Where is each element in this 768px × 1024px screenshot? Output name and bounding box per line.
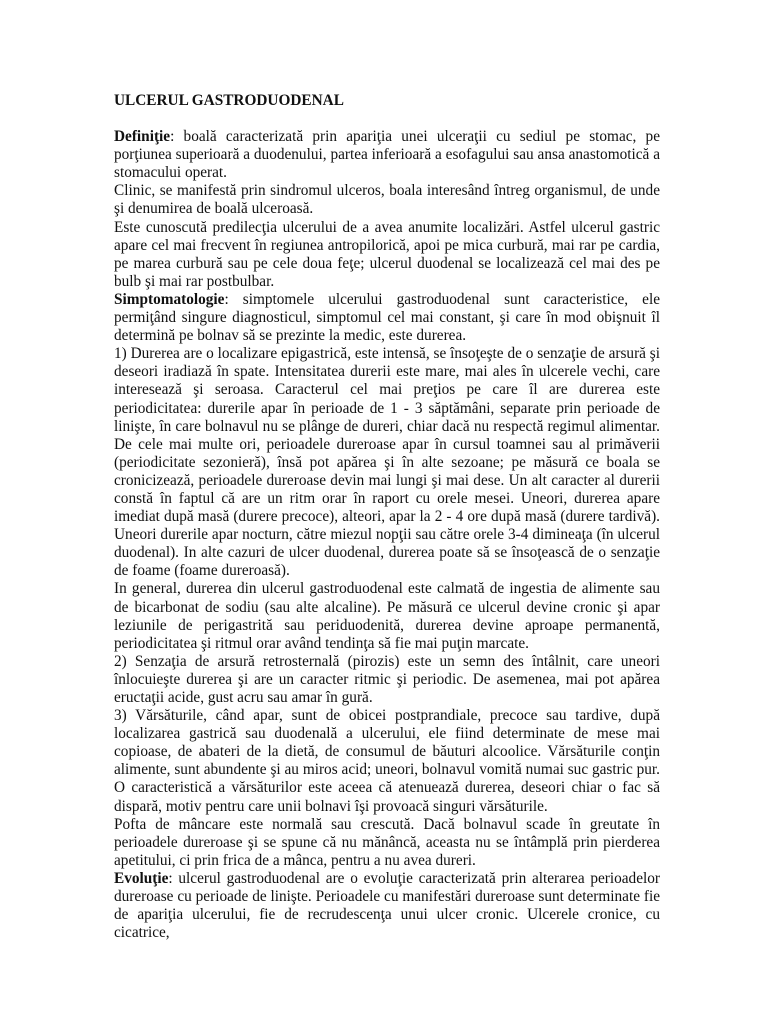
paragraph-pofta xyxy=(114,816,660,870)
paragraph-text: 1) Durerea are o localizare epigastrică, este intensă, se însoţeşte de o senzaţie de arsură şi deseori iradiază în spate. Intensitatea durerii este mare, mai ales în ulcerele vechi, care interesează şi seroasa. Caracterul cel mai preţios pe care îl are durerea este periodicitatea: durerile apar în perioade de 1 - 3 săptămâni, separate prin perioade de linişte, în care bolnavul nu se plânge de dureri, chiar dacă nu respectă regimul alimentar. De cele mai multe ori, perioadele dureroase apar în cursul toamnei sau al primăverii (periodicitate sezonieră), însă pot apărea şi în alte sezoane; pe măsură ce boala se cronicizează, perioadele dureroase devin mai lungi şi mai dese. Un alt caracter al durerii constă în faptul că are un ritm orar în raport cu orele mesei. Uneori, durerea apare imediat după masă (durere precoce), alteori, apar la 2 - 4 ore după masă (durere tardivă). Uneori durerile apar nocturn, către miezul nopţii sau către orele 3-4 dimineaţa (în ulcerul duodenal). In alte cazuri de ulcer duodenal, durerea poate să se însoţească de o senzaţie de foame (foame dureroasă). xyxy=(114,345,660,580)
paragraph-durerea xyxy=(114,345,660,580)
paragraph-localizari xyxy=(114,219,660,291)
paragraph-definitie xyxy=(114,128,660,182)
paragraph-text: : ulcerul gastroduodenal are o evoluţie caracterizată prin alterarea perioadelor dureroase cu perioade de linişte. Perioadele cu manifestări dureroase sunt determinate fie de apariţia ulcerului, fie de recrudescenţa unui ulcer cronic. Ulcerele cronice, cu cicatrice, xyxy=(114,869,660,942)
document-page xyxy=(114,92,660,942)
paragraph-text: Pofta de mâncare este normală sau crescută. Dacă bolnavul scade în greutate în perioadele dureroase şi se spune că nu mănâncă, aceasta nu se întâmplă prin pierderea apetitului, ci prin frica de a mânca, pentru a nu avea dureri. xyxy=(114,815,660,869)
document-title: ULCERUL GASTRODUODENAL xyxy=(114,92,344,109)
heading-simptomatologie: Simptomatologie xyxy=(114,290,225,308)
paragraph-text: In general, durerea din ulcerul gastroduodenal este calmată de ingestia de alimente sau de bicarbonat de sodiu (sau alte alcaline). Pe măsură ce ulcerul devine cronic şi apar leziunile de perigastrită sau periduodenită, durerea devine aproape permanentă, periodicitatea şi ritmul orar având tendinţa să fie mai puţin marcate. xyxy=(114,580,660,652)
paragraph-text: Este cunoscută predilecţia ulcerului de a avea anumite localizări. Astfel ulcerul gastric apare cel mai frecvent în regiunea antropilorică, apoi pe mica curbură, mai rar pe cardia, pe marea curbură sau pe cele doua feţe; ulcerul duodenal se localizează cel mai des pe bulb şi mai rar postbulbar. xyxy=(114,218,660,290)
paragraph-pirozis xyxy=(114,653,660,707)
paragraph-simptomatologie xyxy=(114,291,660,345)
paragraph-calmare xyxy=(114,580,660,652)
paragraph-text: 2) Senzaţia de arsură retrosternală (pirozis) este un semn des întâlnit, care uneori înlocuieşte durerea şi are un caracter ritmic şi periodic. De asemenea, mai pot apărea eructaţii acide, gust acru sau amar în gură. xyxy=(114,652,660,706)
paragraph-clinic xyxy=(114,182,660,218)
paragraph-text: Clinic, se manifestă prin sindromul ulceros, boala interesând întreg organismul, de unde şi denumirea de boală ulceroasă. xyxy=(114,182,660,218)
heading-definitie: Definiţie xyxy=(114,128,171,146)
paragraph-evolutie xyxy=(114,870,660,942)
paragraph-text: : simptomele ulcerului gastroduodenal sunt caracteristice, ele permiţând singure diagnosticul, simptomul cel mai constant, şi care în mod obişnuit îl determină pe bolnav să se prezinte la medic, este durerea. xyxy=(114,290,660,345)
heading-evolutie: Evoluţie xyxy=(114,869,169,887)
paragraph-varsaturi xyxy=(114,707,660,816)
paragraph-text: 3) Vărsăturile, când apar, sunt de obicei postprandiale, precoce sau tardive, după localizarea gastrică sau duodenală a ulcerului, ele fiind determinate de mese mai copioase, de abateri de la dietă, de consumul de băuturi alcoolice. Vărsăturile conţin alimente, sunt abundente şi au miros acid; uneori, bolnavul vomită numai suc gastric pur. O caracteristică a vărsăturilor este aceea că atenuează durerea, deseori chiar o fac să dispară, motiv pentru care unii bolnavi îşi provoacă singuri vărsăturile. xyxy=(114,707,660,815)
paragraph-text: : boală caracterizată prin apariţia unei ulceraţii cu sediul pe stomac, pe porţiunea superioară a duodenului, partea inferioară a esofagului sau ansa anastomotică a stomacului operat. xyxy=(114,128,660,182)
